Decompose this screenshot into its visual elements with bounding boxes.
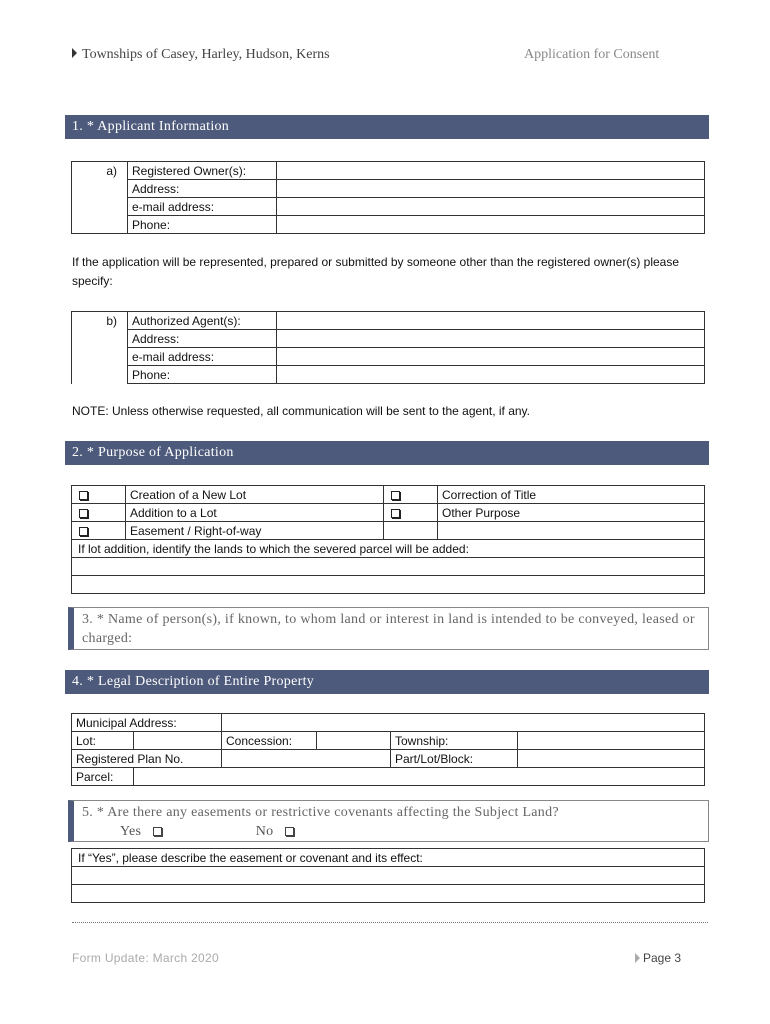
checkbox-icon bbox=[79, 509, 88, 518]
lot-addition-field[interactable] bbox=[72, 576, 705, 594]
page-number-text: Page 3 bbox=[643, 951, 682, 965]
agent-phone-field[interactable] bbox=[277, 366, 705, 384]
agent-marker-blank bbox=[72, 348, 128, 366]
purpose-addition-checkbox[interactable] bbox=[72, 504, 126, 522]
owner-phone-field[interactable] bbox=[277, 216, 705, 234]
agent-address-field[interactable] bbox=[277, 330, 705, 348]
caret-right-icon bbox=[635, 953, 640, 963]
easement-description-table bbox=[71, 848, 705, 903]
parcel-label: Parcel: bbox=[72, 768, 134, 786]
agent-email-field[interactable] bbox=[277, 348, 705, 366]
lot-field[interactable] bbox=[134, 732, 222, 750]
easement-no-checkbox[interactable] bbox=[285, 827, 294, 836]
township-field[interactable] bbox=[518, 732, 705, 750]
agent-label: Authorized Agent(s): bbox=[128, 312, 277, 330]
purpose-blank-cell bbox=[384, 522, 438, 540]
purpose-addition-label: Addition to a Lot bbox=[126, 504, 384, 522]
municipal-address-field[interactable] bbox=[222, 714, 705, 732]
agent-table bbox=[71, 311, 705, 384]
section-3-title: 3. * Name of person(s), if known, to whom land or interest in land is intended to be conveyed, leased or charged: bbox=[68, 607, 709, 650]
owner-email-label: e-mail address: bbox=[128, 198, 277, 216]
easement-yes-no bbox=[82, 822, 700, 841]
easement-no-label: No bbox=[255, 824, 274, 839]
communication-note: NOTE: Unless otherwise requested, all communication will be sent to the agent, if any. bbox=[72, 404, 530, 418]
lot-addition-field[interactable] bbox=[72, 558, 705, 576]
form-update-date: Form Update: March 2020 bbox=[72, 951, 219, 965]
purpose-easement-label: Easement / Right-of-way bbox=[126, 522, 384, 540]
agent-marker-blank bbox=[72, 366, 128, 384]
part-lot-block-field[interactable] bbox=[518, 750, 705, 768]
header-municipality bbox=[72, 47, 330, 63]
representative-instruction: If the application will be represented, prepared or submitted by someone other than the registered owner(s) please specify: bbox=[72, 255, 680, 288]
owner-field[interactable] bbox=[277, 162, 705, 180]
easement-describe-field[interactable] bbox=[72, 867, 705, 885]
section-2-title: 2. * Purpose of Application bbox=[65, 441, 709, 465]
owner-email-field[interactable] bbox=[277, 198, 705, 216]
checkbox-icon bbox=[79, 527, 88, 536]
legal-description-table bbox=[71, 713, 705, 786]
agent-field[interactable] bbox=[277, 312, 705, 330]
owner-marker-blank bbox=[72, 216, 128, 234]
owner-address-label: Address: bbox=[128, 180, 277, 198]
easement-yes-checkbox[interactable] bbox=[153, 827, 162, 836]
owner-marker: a) bbox=[72, 162, 128, 180]
footer-divider bbox=[72, 922, 708, 923]
header-form-title: Application for Consent bbox=[524, 47, 660, 62]
checkbox-icon bbox=[79, 491, 88, 500]
lot-label: Lot: bbox=[72, 732, 134, 750]
easement-describe-field[interactable] bbox=[72, 885, 705, 903]
owner-address-field[interactable] bbox=[277, 180, 705, 198]
agent-address-label: Address: bbox=[128, 330, 277, 348]
owner-marker-blank bbox=[72, 198, 128, 216]
purpose-new-lot-label: Creation of a New Lot bbox=[126, 486, 384, 504]
concession-label: Concession: bbox=[222, 732, 317, 750]
easement-yes-label: Yes bbox=[120, 824, 142, 839]
owner-phone-label: Phone: bbox=[128, 216, 277, 234]
parcel-field[interactable] bbox=[134, 768, 705, 786]
agent-marker-blank bbox=[72, 330, 128, 348]
purpose-blank-cell bbox=[438, 522, 705, 540]
purpose-correction-checkbox[interactable] bbox=[384, 486, 438, 504]
page-number bbox=[635, 951, 681, 965]
purpose-other-checkbox[interactable] bbox=[384, 504, 438, 522]
lot-addition-label: If lot addition, identify the lands to which the severed parcel will be added: bbox=[72, 540, 705, 558]
easement-describe-label: If “Yes”, please describe the easement or covenant and its effect: bbox=[72, 849, 705, 867]
purpose-new-lot-checkbox[interactable] bbox=[72, 486, 126, 504]
agent-marker: b) bbox=[72, 312, 128, 330]
header-municipality-text: Townships of Casey, Harley, Hudson, Kerns bbox=[82, 47, 330, 62]
section-5-title: 5. * Are there any easements or restrictive covenants affecting the Subject Land? bbox=[82, 805, 559, 820]
owner-marker-blank bbox=[72, 180, 128, 198]
municipal-address-label: Municipal Address: bbox=[72, 714, 222, 732]
section-5-box bbox=[68, 800, 709, 842]
purpose-correction-label: Correction of Title bbox=[438, 486, 705, 504]
checkbox-icon bbox=[391, 509, 400, 518]
concession-field[interactable] bbox=[317, 732, 391, 750]
purpose-easement-checkbox[interactable] bbox=[72, 522, 126, 540]
owner-label: Registered Owner(s): bbox=[128, 162, 277, 180]
township-label: Township: bbox=[391, 732, 518, 750]
checkbox-icon bbox=[391, 491, 400, 500]
caret-right-icon bbox=[72, 48, 77, 58]
section-4-title: 4. * Legal Description of Entire Property bbox=[65, 670, 709, 694]
section-1-title: 1. * Applicant Information bbox=[65, 115, 709, 139]
owner-table bbox=[71, 161, 705, 234]
agent-email-label: e-mail address: bbox=[128, 348, 277, 366]
purpose-table bbox=[71, 485, 705, 594]
part-lot-block-label: Part/Lot/Block: bbox=[391, 750, 518, 768]
registered-plan-label: Registered Plan No. bbox=[72, 750, 222, 768]
agent-phone-label: Phone: bbox=[128, 366, 277, 384]
purpose-other-label: Other Purpose bbox=[438, 504, 705, 522]
registered-plan-field[interactable] bbox=[222, 750, 391, 768]
